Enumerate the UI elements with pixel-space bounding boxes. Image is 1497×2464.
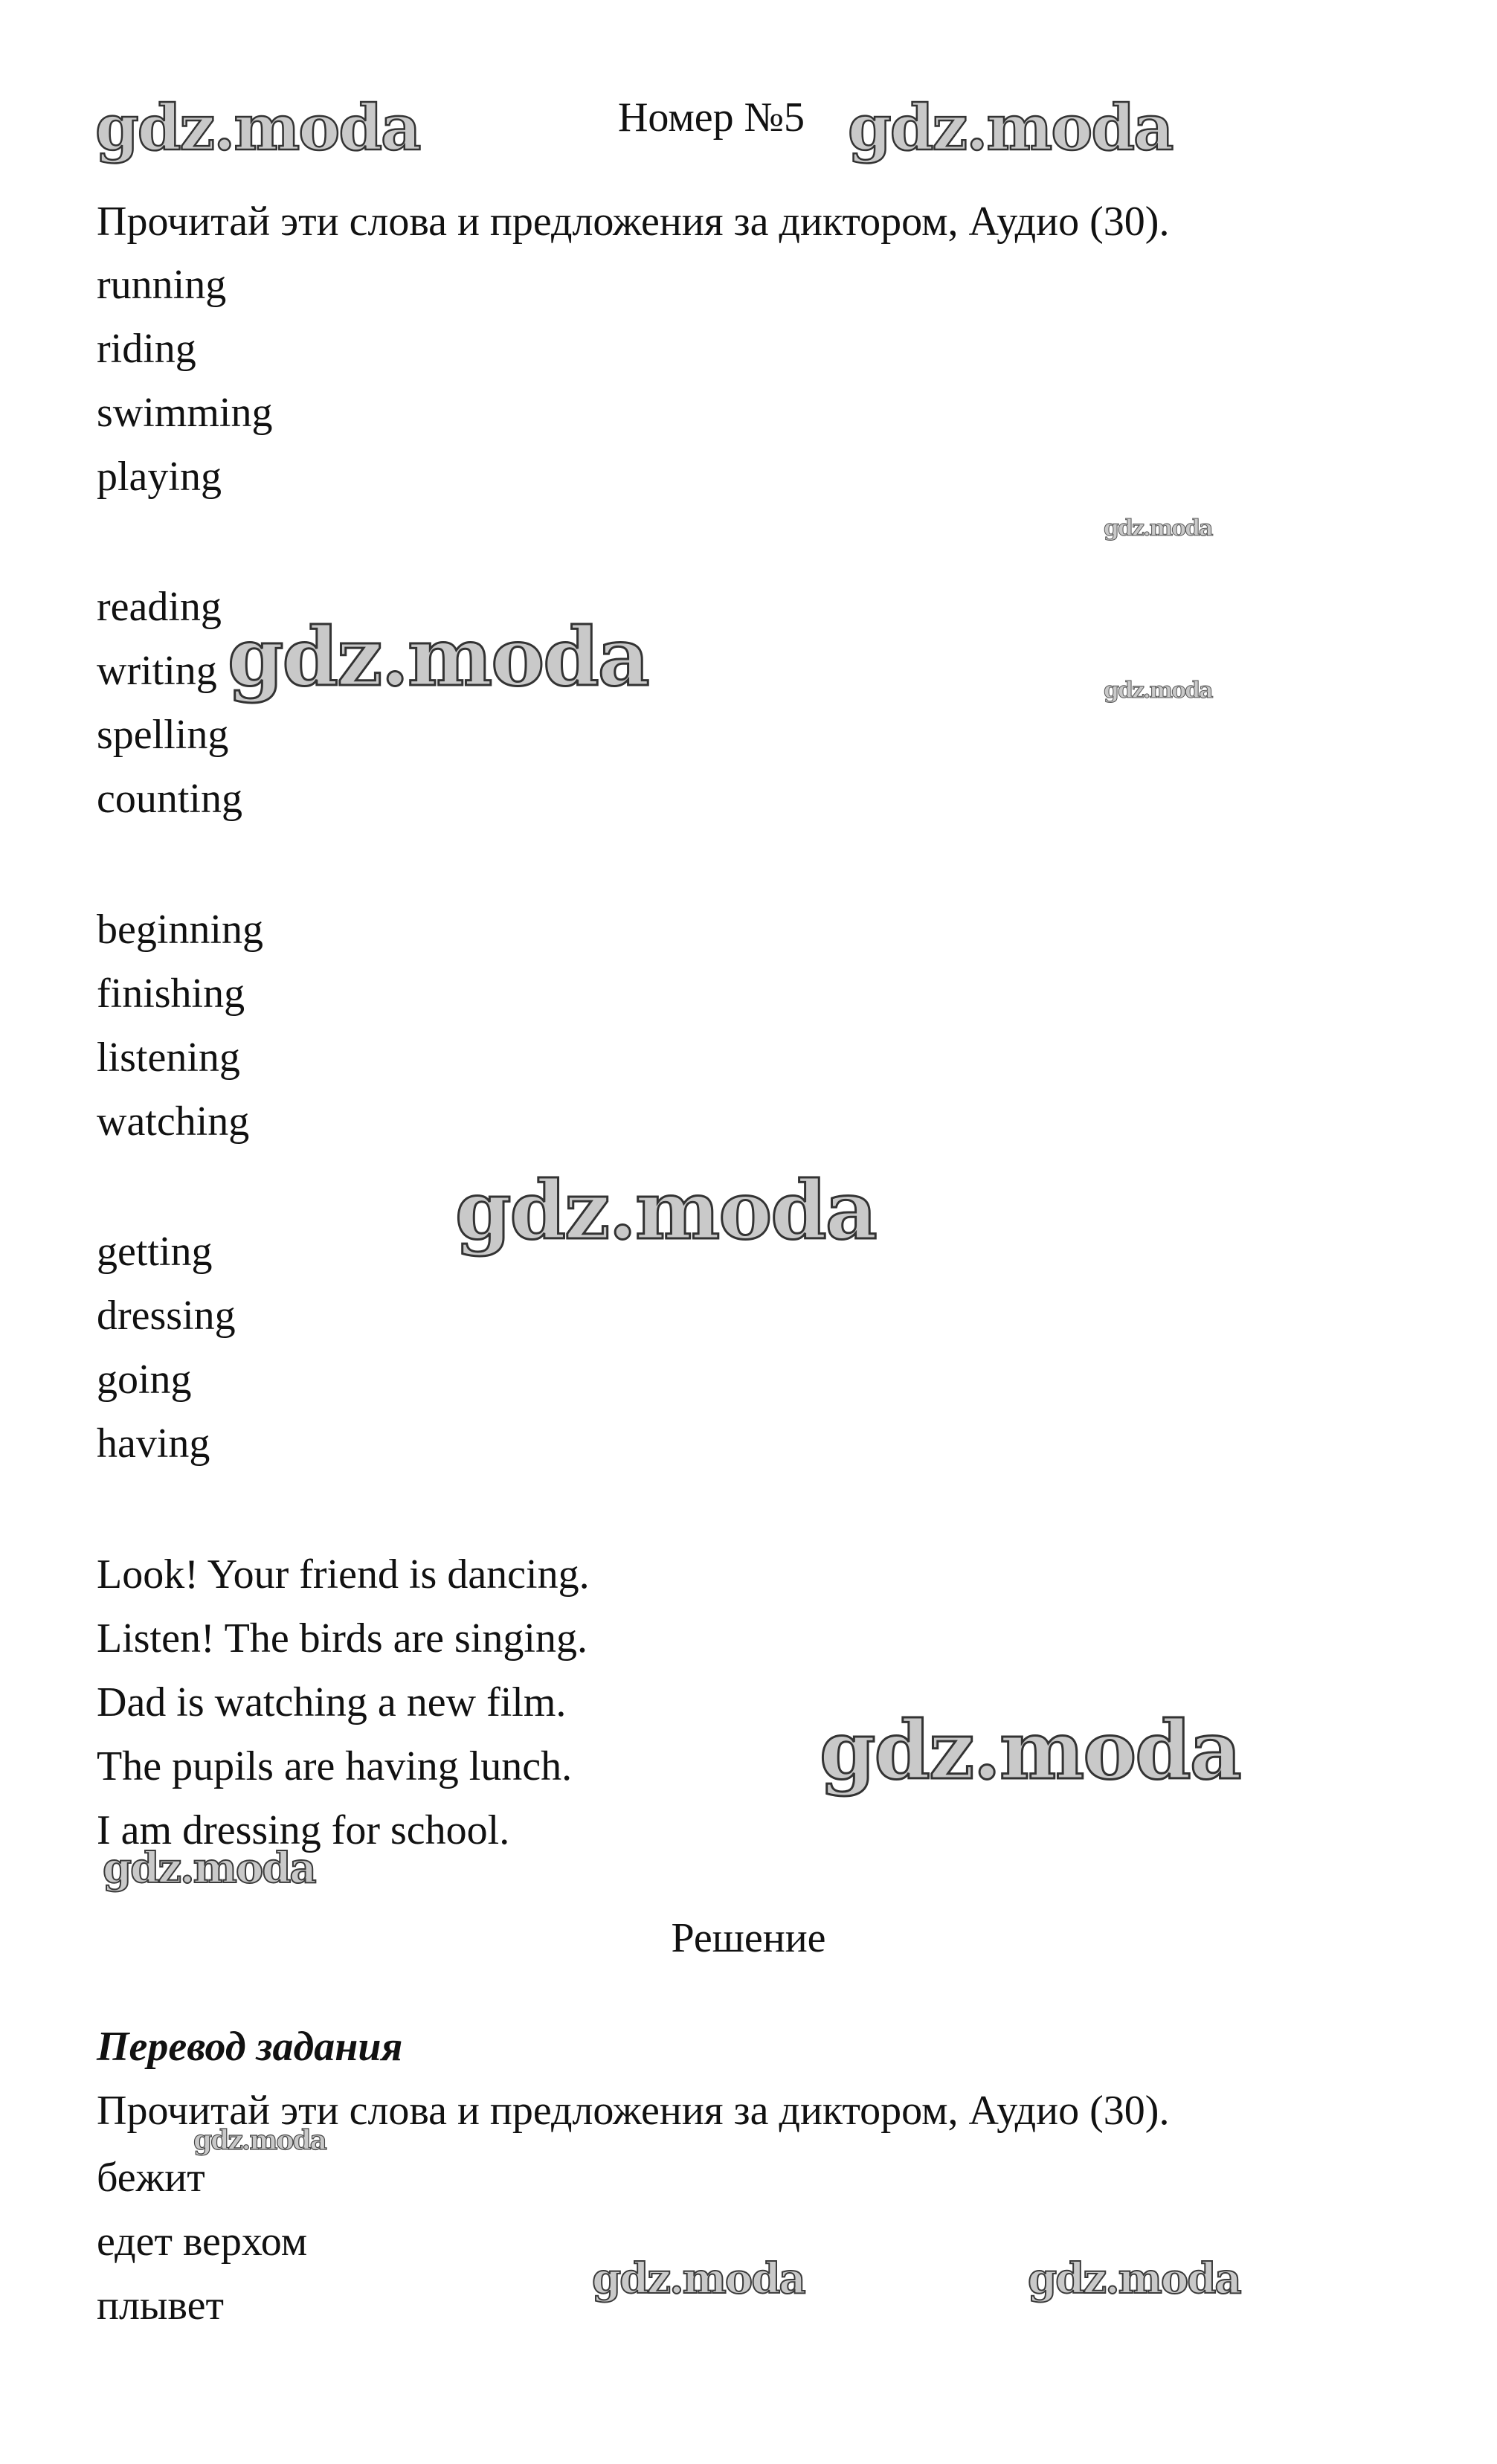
word-item: counting	[97, 776, 242, 822]
sentence-list	[97, 1543, 590, 1862]
sentence-item: Look! Your friend is dancing.	[97, 1551, 590, 1598]
word-item: going	[97, 1357, 192, 1403]
word-item: playing	[97, 454, 222, 500]
sentence-item: Listen! The birds are singing.	[97, 1615, 587, 1662]
watermark: gdz.moda	[455, 1164, 876, 1258]
watermark: gdz.moda	[820, 1704, 1240, 1798]
watermark: gdz.moda	[1104, 678, 1212, 704]
word-item: writing	[97, 648, 217, 694]
word-group-3	[97, 898, 263, 1154]
watermark: gdz.moda	[1104, 515, 1212, 541]
watermark: gdz.moda	[1028, 2254, 1240, 2303]
watermark: gdz.moda	[592, 2254, 805, 2303]
word-item: swimming	[97, 390, 273, 436]
page-title-text: Номер №5	[617, 94, 805, 141]
solution-heading: Решение	[671, 1915, 826, 1961]
word-item: having	[97, 1421, 210, 1467]
watermark: gdz.moda	[193, 2125, 326, 2156]
task-instruction: Прочитай эти слова и предложения за диктором, Аудио (30).	[97, 199, 1170, 245]
word-group-4	[97, 1220, 236, 1476]
word-item: riding	[97, 326, 196, 372]
watermark: gdz.moda	[95, 91, 420, 164]
word-group-2	[97, 575, 242, 831]
translation-word: едет верхом	[97, 2219, 308, 2265]
watermark: gdz.moda	[228, 611, 648, 704]
word-item: beginning	[97, 907, 263, 953]
word-item: getting	[97, 1229, 213, 1275]
word-item: spelling	[97, 712, 229, 758]
word-item: watching	[97, 1098, 250, 1145]
translation-instruction: Прочитай эти слова и предложения за диктором, Аудио (30).	[97, 2088, 1170, 2134]
translation-heading: Перевод задания	[97, 2024, 403, 2070]
word-item: listening	[97, 1035, 240, 1081]
sentence-item: I am dressing for school.	[97, 1807, 510, 1853]
word-group-1	[97, 253, 272, 509]
watermark: gdz.moda	[103, 1844, 315, 1893]
word-item: finishing	[97, 971, 245, 1017]
translation-word-list	[97, 2146, 307, 2338]
translation-word: бежит	[97, 2155, 205, 2201]
word-item: running	[97, 262, 227, 308]
sentence-item: The pupils are having lunch.	[97, 1743, 573, 1789]
word-item: dressing	[97, 1293, 236, 1339]
watermark: gdz.moda	[848, 91, 1173, 164]
word-item: reading	[97, 584, 222, 630]
sentence-item: Dad is watching a new film.	[97, 1679, 567, 1725]
translation-word: плывет	[97, 2283, 224, 2329]
